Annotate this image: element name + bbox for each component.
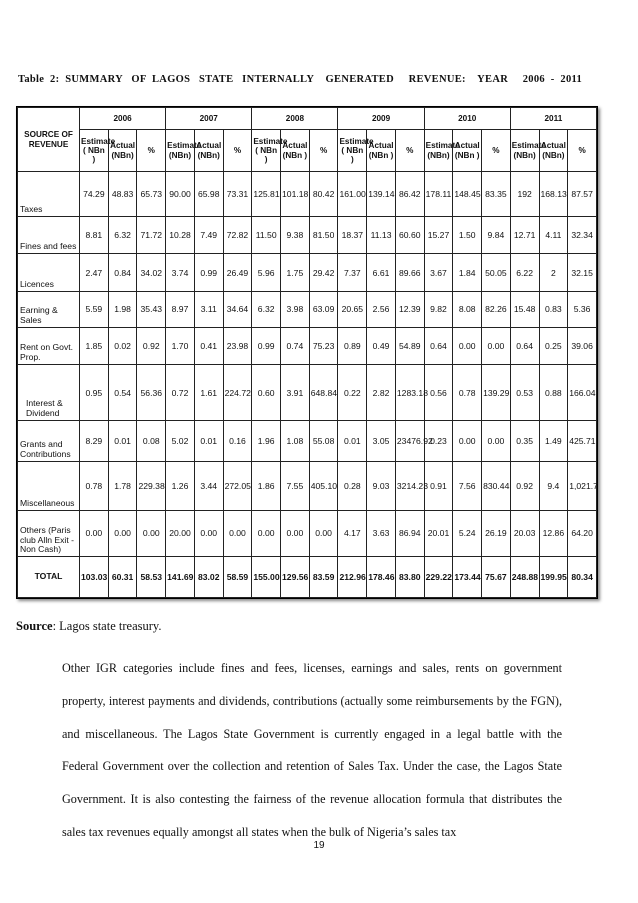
table-cell: 3.98 — [281, 291, 310, 327]
table-cell: 0.99 — [194, 254, 223, 292]
subheader-row — [18, 130, 597, 172]
total-label: TOTAL — [18, 557, 80, 598]
table-cell: 139.14 — [367, 172, 396, 217]
column-header: Estimate ( NBn ) — [338, 130, 367, 172]
table-cell: 32.15 — [568, 254, 597, 292]
table-cell: 15.27 — [424, 216, 453, 254]
table-cell: 4.11 — [539, 216, 568, 254]
table-cell: 0.28 — [338, 461, 367, 510]
table-cell: 272.05 — [223, 461, 252, 510]
year-header: 2007 — [166, 108, 252, 130]
table-cell: 9.4 — [539, 461, 568, 510]
table-cell: 0.16 — [223, 421, 252, 462]
table-cell: 20.01 — [424, 510, 453, 557]
column-header: % — [395, 130, 424, 172]
table-cell: 0.02 — [108, 327, 137, 365]
table-cell: 139.29 — [482, 365, 511, 421]
table-cell: 125.81 — [252, 172, 281, 217]
table-cell: 1.49 — [539, 421, 568, 462]
body-paragraph: Other IGR categories include fines and fees, licenses, earnings and sales, rents on government property, interest payments and dividends, contributions (actually some reimbursements by the FGN), and miscellaneous. The Lagos State Government is currently engaged in a legal battle with the Federal Government over the collection and retention of Sales Tax. Under the case, the Lagos State Government. It is also contesting the fairness of the revenue allocation formula that distributes the sales tax revenues equally amongst all states when the bulk of Nigeria’s sales tax — [62, 661, 562, 839]
table-cell: 1.26 — [166, 461, 195, 510]
table-cell: 2 — [539, 254, 568, 292]
table-cell: 65.73 — [137, 172, 166, 217]
table-cell: 1.86 — [252, 461, 281, 510]
column-header: % — [223, 130, 252, 172]
row-source-label: Interest & Dividend — [18, 365, 80, 421]
revenue-table-image — [16, 106, 598, 599]
table-cell: 1.70 — [166, 327, 195, 365]
table-cell: 1.50 — [453, 216, 482, 254]
column-header: Estimate (NBn) — [166, 130, 195, 172]
table-cell: 166.04 — [568, 365, 597, 421]
table-cell: 29.42 — [309, 254, 338, 292]
table-cell: 0.00 — [453, 421, 482, 462]
year-header-row — [18, 108, 597, 130]
table-cell: 0.95 — [80, 365, 109, 421]
table-cell: 9.84 — [482, 216, 511, 254]
total-cell: 58.59 — [223, 557, 252, 598]
year-header: 2011 — [510, 108, 596, 130]
table-cell: 0.83 — [539, 291, 568, 327]
table-cell: 3214.23 — [395, 461, 424, 510]
table-cell: 0.00 — [108, 510, 137, 557]
table-cell: 5.02 — [166, 421, 195, 462]
year-header: 2009 — [338, 108, 424, 130]
column-header: Estimate (NBn) — [510, 130, 539, 172]
table-cell: 0.88 — [539, 365, 568, 421]
table-cell: 0.89 — [338, 327, 367, 365]
table-cell: 74.29 — [80, 172, 109, 217]
table-cell: 6.61 — [367, 254, 396, 292]
row-source-label: Miscellaneous — [18, 461, 80, 510]
table-cell: 0.84 — [108, 254, 137, 292]
column-header: % — [137, 130, 166, 172]
table-cell: 18.37 — [338, 216, 367, 254]
table-cell: 6.32 — [252, 291, 281, 327]
table-cell: 81.50 — [309, 216, 338, 254]
table-cell: 0.91 — [424, 461, 453, 510]
table-cell: 7.56 — [453, 461, 482, 510]
table-cell: 168.13 — [539, 172, 568, 217]
table-cell: 0.64 — [510, 327, 539, 365]
total-cell: 83.80 — [395, 557, 424, 598]
table-cell: 405.10 — [309, 461, 338, 510]
table-cell: 7.49 — [194, 216, 223, 254]
table-cell: 89.66 — [395, 254, 424, 292]
table-cell: 0.01 — [194, 421, 223, 462]
row-source-label: Licences — [18, 254, 80, 292]
table-cell: 2.47 — [80, 254, 109, 292]
row-source-label: Earning & Sales — [18, 291, 80, 327]
column-header: Actual (NBn ) — [453, 130, 482, 172]
table-cell: 0.41 — [194, 327, 223, 365]
column-header: Estimate ( NBn ) — [80, 130, 109, 172]
table-cell: 830.44 — [482, 461, 511, 510]
table-cell: 23.98 — [223, 327, 252, 365]
table-cell: 425.71 — [568, 421, 597, 462]
corner-header: SOURCE OF REVENUE — [18, 108, 80, 172]
table-cell: 0.54 — [108, 365, 137, 421]
table-cell: 2.56 — [367, 291, 396, 327]
total-cell: 80.34 — [568, 557, 597, 598]
table-cell: 73.31 — [223, 172, 252, 217]
table-cell: 3.91 — [281, 365, 310, 421]
table-cell: 54.89 — [395, 327, 424, 365]
table-cell: 0.25 — [539, 327, 568, 365]
table-cell: 15.48 — [510, 291, 539, 327]
table-cell: 648.84 — [309, 365, 338, 421]
table-cell: 0.74 — [281, 327, 310, 365]
table-cell: 9.82 — [424, 291, 453, 327]
table-cell: 50.05 — [482, 254, 511, 292]
total-cell: 58.53 — [137, 557, 166, 598]
total-cell: 129.56 — [281, 557, 310, 598]
table-cell: 0.78 — [80, 461, 109, 510]
table-cell: 3.44 — [194, 461, 223, 510]
table-cell: 11.50 — [252, 216, 281, 254]
table-cell: 1.98 — [108, 291, 137, 327]
row-source-label: Others (Paris club Alln Exit - Non Cash) — [18, 510, 80, 557]
total-cell: 173.44 — [453, 557, 482, 598]
total-cell: 103.03 — [80, 557, 109, 598]
total-cell: 229.22 — [424, 557, 453, 598]
table-cell: 12.39 — [395, 291, 424, 327]
table-cell: 0.00 — [482, 327, 511, 365]
table-cell: 1.85 — [80, 327, 109, 365]
table-cell: 12.86 — [539, 510, 568, 557]
table-cell: 34.02 — [137, 254, 166, 292]
table-cell: 3.74 — [166, 254, 195, 292]
table-cell: 0.00 — [482, 421, 511, 462]
table-cell: 0.23 — [424, 421, 453, 462]
table-cell: 5.24 — [453, 510, 482, 557]
source-note — [16, 619, 161, 634]
table-cell: 0.72 — [166, 365, 195, 421]
table-cell: 9.38 — [281, 216, 310, 254]
table-cell: 2.82 — [367, 365, 396, 421]
table-cell: 5.59 — [80, 291, 109, 327]
table-cell: 0.00 — [453, 327, 482, 365]
table-cell: 1.96 — [252, 421, 281, 462]
table-cell: 6.22 — [510, 254, 539, 292]
table-body — [18, 172, 597, 598]
year-header: 2010 — [424, 108, 510, 130]
table-cell: 224.72 — [223, 365, 252, 421]
table-cell: 0.92 — [137, 327, 166, 365]
table-cell: 34.64 — [223, 291, 252, 327]
table-cell: 0.08 — [137, 421, 166, 462]
year-header: 2008 — [252, 108, 338, 130]
table-cell: 20.00 — [166, 510, 195, 557]
table-cell: 0.01 — [108, 421, 137, 462]
table-cell: 6.32 — [108, 216, 137, 254]
source-text: : Lagos state treasury. — [52, 619, 162, 633]
table-cell: 23476.92 — [395, 421, 424, 462]
table-cell: 82.26 — [482, 291, 511, 327]
table-row — [18, 172, 597, 217]
table-cell: 0.00 — [80, 510, 109, 557]
table-cell: 3.67 — [424, 254, 453, 292]
table-cell: 1.08 — [281, 421, 310, 462]
row-source-label: Rent on Govt. Prop. — [18, 327, 80, 365]
page-number: 19 — [313, 840, 325, 851]
table-cell: 11.13 — [367, 216, 396, 254]
table-cell: 8.08 — [453, 291, 482, 327]
table-cell: 1.84 — [453, 254, 482, 292]
table-cell: 9.03 — [367, 461, 396, 510]
row-source-label: Fines and fees — [18, 216, 80, 254]
table-cell: 3.63 — [367, 510, 396, 557]
table-row — [18, 327, 597, 365]
table-cell: 161.00 — [338, 172, 367, 217]
table-cell: 26.49 — [223, 254, 252, 292]
table-cell: 1283.18 — [395, 365, 424, 421]
table-cell: 8.81 — [80, 216, 109, 254]
table-caption: Table 2: SUMMARY OF LAGOS STATE INTERNALLY GENERATED REVENUE: YEAR 2006 - 2011 — [18, 74, 583, 85]
table-cell: 5.36 — [568, 291, 597, 327]
table-cell: 0.49 — [367, 327, 396, 365]
table-cell: 65.98 — [194, 172, 223, 217]
table-cell: 75.23 — [309, 327, 338, 365]
source-label: Source — [16, 619, 53, 633]
table-cell: 86.94 — [395, 510, 424, 557]
table-cell: 32.34 — [568, 216, 597, 254]
table-cell: 3.05 — [367, 421, 396, 462]
row-source-label: Taxes — [18, 172, 80, 217]
table-cell: 1,021.7 — [568, 461, 597, 510]
table-cell: 0.35 — [510, 421, 539, 462]
table-cell: 1.75 — [281, 254, 310, 292]
table-cell: 20.65 — [338, 291, 367, 327]
table-cell: 0.00 — [137, 510, 166, 557]
table-cell: 0.99 — [252, 327, 281, 365]
row-source-label: Grants and Contributions — [18, 421, 80, 462]
column-header: % — [309, 130, 338, 172]
table-cell: 71.72 — [137, 216, 166, 254]
table-cell: 0.01 — [338, 421, 367, 462]
total-cell: 141.69 — [166, 557, 195, 598]
column-header: Actual (NBn ) — [367, 130, 396, 172]
table-row — [18, 254, 597, 292]
table-cell: 148.45 — [453, 172, 482, 217]
column-header: % — [482, 130, 511, 172]
table-row — [18, 216, 597, 254]
revenue-table — [17, 107, 597, 598]
table-cell: 86.42 — [395, 172, 424, 217]
table-cell: 63.09 — [309, 291, 338, 327]
table-cell: 56.36 — [137, 365, 166, 421]
column-header: Actual (NBn) — [108, 130, 137, 172]
column-header: Estimate ( NBn ) — [252, 130, 281, 172]
total-cell: 199.95 — [539, 557, 568, 598]
total-cell: 155.00 — [252, 557, 281, 598]
total-cell: 248.88 — [510, 557, 539, 598]
table-cell: 72.82 — [223, 216, 252, 254]
table-cell: 3.11 — [194, 291, 223, 327]
table-cell: 48.83 — [108, 172, 137, 217]
table-cell: 229.38 — [137, 461, 166, 510]
total-row — [18, 557, 597, 598]
table-cell: 87.57 — [568, 172, 597, 217]
table-cell: 83.35 — [482, 172, 511, 217]
table-cell: 0.56 — [424, 365, 453, 421]
table-cell: 192 — [510, 172, 539, 217]
table-cell: 26.19 — [482, 510, 511, 557]
total-cell: 75.67 — [482, 557, 511, 598]
table-cell: 0.00 — [309, 510, 338, 557]
table-cell: 0.00 — [281, 510, 310, 557]
table-cell: 35.43 — [137, 291, 166, 327]
column-header: Estimate (NBn) — [424, 130, 453, 172]
table-cell: 101.18 — [281, 172, 310, 217]
table-row — [18, 461, 597, 510]
column-header: Actual (NBn) — [539, 130, 568, 172]
column-header: % — [568, 130, 597, 172]
table-cell: 60.60 — [395, 216, 424, 254]
table-cell: 0.64 — [424, 327, 453, 365]
total-cell: 83.02 — [194, 557, 223, 598]
column-header: Actual (NBn ) — [281, 130, 310, 172]
table-cell: 4.17 — [338, 510, 367, 557]
table-cell: 7.37 — [338, 254, 367, 292]
table-cell: 10.28 — [166, 216, 195, 254]
table-cell: 20.03 — [510, 510, 539, 557]
table-cell: 0.00 — [194, 510, 223, 557]
table-cell: 1.78 — [108, 461, 137, 510]
table-cell: 12.71 — [510, 216, 539, 254]
table-cell: 0.92 — [510, 461, 539, 510]
table-row — [18, 510, 597, 557]
total-cell: 83.59 — [309, 557, 338, 598]
table-cell: 0.00 — [223, 510, 252, 557]
table-cell: 80.42 — [309, 172, 338, 217]
table-cell: 90.00 — [166, 172, 195, 217]
year-header: 2006 — [80, 108, 166, 130]
table-cell: 55.08 — [309, 421, 338, 462]
table-cell: 0.00 — [252, 510, 281, 557]
table-cell: 5.96 — [252, 254, 281, 292]
total-cell: 212.96 — [338, 557, 367, 598]
table-cell: 0.60 — [252, 365, 281, 421]
table-cell: 64.20 — [568, 510, 597, 557]
table-cell: 0.22 — [338, 365, 367, 421]
table-cell: 8.29 — [80, 421, 109, 462]
table-row — [18, 291, 597, 327]
table-cell: 178.11 — [424, 172, 453, 217]
table-cell: 1.61 — [194, 365, 223, 421]
table-cell: 0.53 — [510, 365, 539, 421]
table-cell: 7.55 — [281, 461, 310, 510]
total-cell: 60.31 — [108, 557, 137, 598]
table-row — [18, 365, 597, 421]
column-header: Actual (NBn) — [194, 130, 223, 172]
total-cell: 178.46 — [367, 557, 396, 598]
table-row — [18, 421, 597, 462]
table-cell: 0.78 — [453, 365, 482, 421]
table-cell: 39.06 — [568, 327, 597, 365]
table-cell: 8.97 — [166, 291, 195, 327]
